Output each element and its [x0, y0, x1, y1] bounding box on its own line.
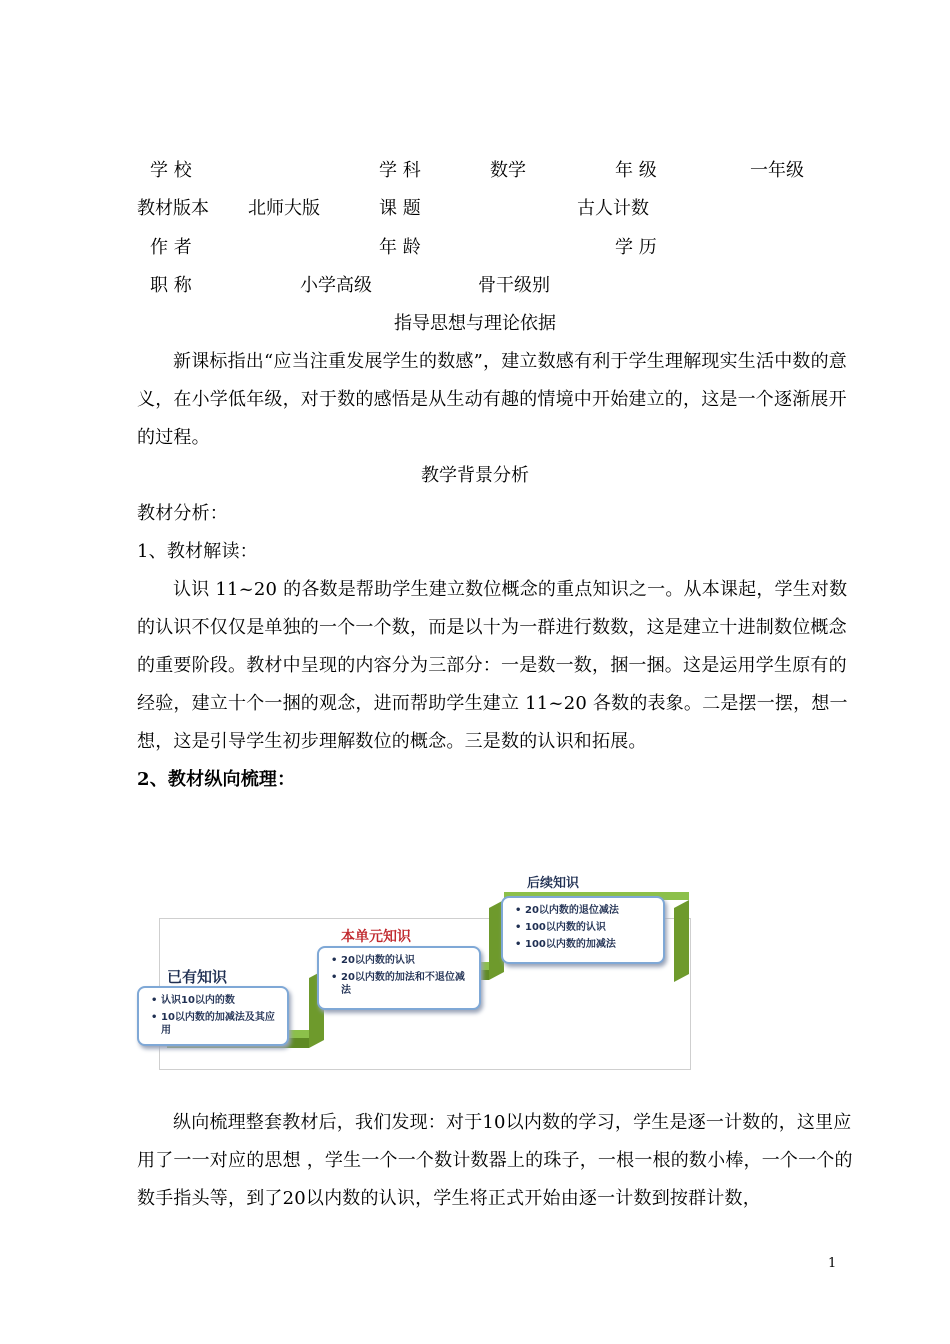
knowledge-staircase-diagram	[159, 870, 691, 1070]
follow-item-2: • 100以内数的认识	[515, 921, 663, 934]
value-edition: 北师大版	[248, 198, 320, 219]
subheading-material-analysis: 教材分析：	[137, 503, 228, 524]
label-author: 作 者	[150, 237, 192, 258]
label-existing-knowledge: 已有知识	[167, 968, 228, 986]
value-topic: 古人计数	[577, 198, 649, 219]
label-subject: 学 科	[379, 160, 421, 181]
label-unit-knowledge: 本单元知识	[341, 929, 411, 945]
page-number: 1	[828, 1256, 837, 1271]
existing-item-2: • 10以内数的加减法及其应用	[151, 1011, 279, 1037]
box-follow-up-knowledge	[501, 896, 665, 964]
follow-item-3: • 100以内数的加减法	[515, 938, 663, 951]
section-heading-guiding-thought: 指导思想与理论依据	[394, 313, 556, 334]
label-edition: 教材版本	[137, 198, 209, 219]
label-grade: 年 级	[615, 160, 657, 181]
label-topic: 课 题	[379, 198, 421, 219]
unit-item-1: • 20以内数的认识	[331, 954, 479, 967]
unit-item-2: • 20以内数的加法和不退位减法	[331, 971, 469, 997]
step-3-riser	[674, 900, 689, 982]
label-follow-up-knowledge: 后续知识	[527, 876, 580, 891]
label-backbone-level: 骨干级别	[478, 275, 550, 296]
section-heading-background: 教学背景分析	[421, 465, 529, 486]
label-age: 年 龄	[379, 237, 421, 258]
item1-paragraph: 认识 11~20 的各数是帮助学生建立数位概念的重点知识之一。从本课起，学生对数的认识不仅仅是单独的一个一个数，而是以十为一群进行数数，这是建立十进制数位概念的重要阶段。教材中呈现的内容分为三部分：一是数一数，捆一捆。这是运用学生原有的经验，建立十个一捆的观念，进而帮助学生建立 11~20 各数的表象。二是摆一摆，想一想，这是引导学生初步理解数位的概念。三是数的认识和拓展。	[137, 579, 848, 752]
existing-item-1: • 认识10以内的数	[151, 994, 287, 1007]
paragraph-guiding-thought: 新课标指出“应当注重发展学生的数感”，建立数感有利于学生理解现实生活中数的意义，在小学低年级，对于数的感悟是从生动有趣的情境中开始建立的，这是一个逐渐展开的过程。	[137, 351, 848, 448]
label-title: 职 称	[150, 275, 192, 296]
follow-item-1: • 20以内数的退位减法	[515, 904, 663, 917]
label-school: 学 校	[150, 160, 192, 181]
value-grade: 一年级	[750, 160, 804, 181]
box-existing-knowledge	[137, 986, 289, 1046]
item2-paragraph: 纵向梳理整套教材后，我们发现：对于10以内数的学习，学生是逐一计数的，这里应用了一一对应的思想 ，学生一个一个数计数器上的珠子，一根一根的数小棒，一个一个的数手指头等，到了20以内数的认识，学生将正式开始由逐一计数到按群计数，	[137, 1112, 853, 1209]
label-education: 学 历	[615, 237, 657, 258]
value-subject: 数学	[490, 160, 526, 181]
value-title: 小学高级	[300, 275, 372, 296]
box-unit-knowledge	[317, 946, 481, 1010]
item2-title: 2、教材纵向梳理：	[137, 769, 296, 790]
item1-title: 1、教材解读：	[137, 541, 258, 562]
